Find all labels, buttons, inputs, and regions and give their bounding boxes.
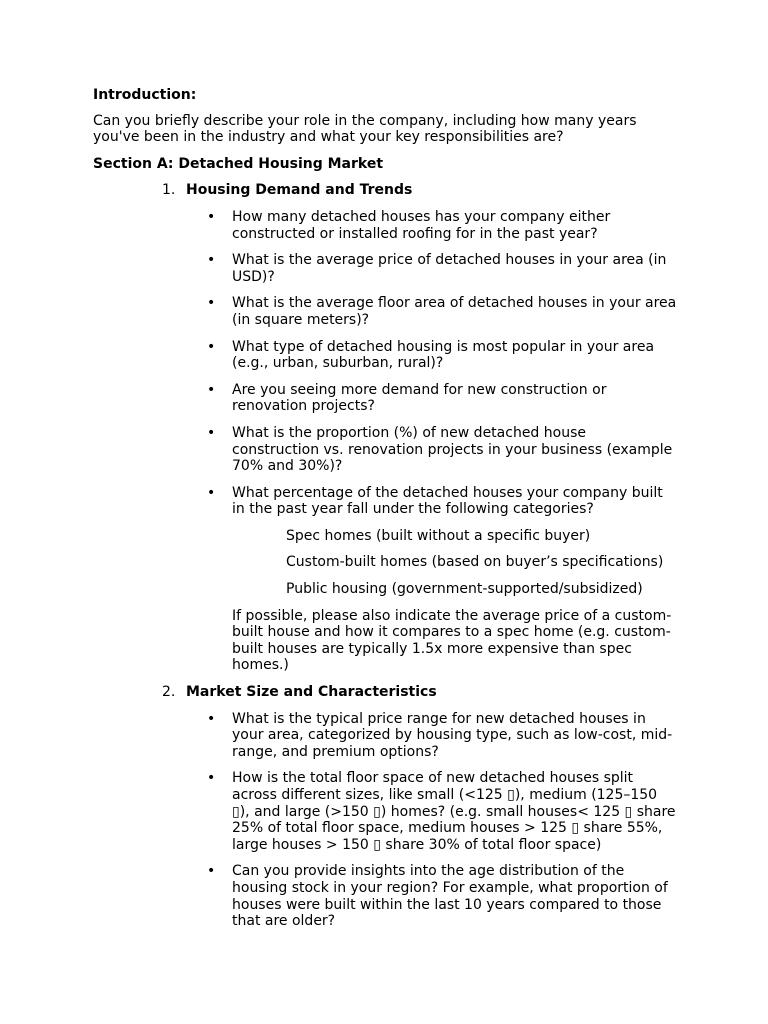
- bullet-icon: •: [207, 770, 216, 787]
- category-option-spec: Spec homes (built without a specific buyer): [286, 527, 591, 544]
- list-item: • What is the average price of detached houses in your area (in USD)?: [207, 252, 667, 285]
- list-number: 1.: [162, 182, 176, 199]
- question-list-1: [207, 208, 677, 518]
- category-option-public: Public housing (government-supported/subsidized): [286, 581, 643, 598]
- list-item: • Can you provide insights into the age distribution of the housing stock in your region? For example, what proportion of houses were built within the last 10 years compared to those that are older?: [207, 863, 668, 930]
- list-item: • How is the total floor space of new detached houses split across different sizes, like small (<125 ▯), medium (125–150 ▯), and large (>150 ▯) homes? (e.g. small houses< 125 ▯ share 25% of total floor space, medium houses > 125 ▯ share 55%, large houses > 150 ▯ share 30% of total floor space): [207, 770, 676, 853]
- list-item: • How many detached houses has your company either constructed or installed roofing for in the past year?: [207, 208, 611, 242]
- price-note: If possible, please also indicate the average price of a custom-built house and how it compares to a spec home (e.g. custom-built houses are typically 1.5x more expensive than spec homes.): [232, 607, 672, 674]
- question-list-2: [207, 710, 677, 930]
- document-page: [93, 87, 683, 940]
- bullet-icon: •: [207, 338, 216, 355]
- list-item: • What is the typical price range for new detached houses in your area, categorized by housing type, such as low-cost, mid-range, and premium options?: [207, 710, 673, 760]
- bullet-icon: •: [207, 484, 216, 501]
- group-title: Market Size and Characteristics: [186, 684, 437, 701]
- group-title: Housing Demand and Trends: [186, 182, 413, 199]
- intro-heading: Introduction:: [93, 87, 197, 103]
- bullet-icon: •: [207, 710, 216, 727]
- section-a-title: Section A: Detached Housing Market: [93, 155, 384, 172]
- intro-question: Can you briefly describe your role in the company, including how many years you've been in the industry and what your key responsibilities are?: [93, 112, 637, 146]
- bullet-icon: •: [207, 208, 216, 225]
- category-option-custom: Custom-built homes (based on buyer’s specifications): [286, 554, 664, 571]
- numbered-heading-2: [162, 684, 683, 701]
- bullet-icon: •: [207, 252, 216, 269]
- list-item: • What percentage of the detached houses your company built in the past year fall under the following categories?: [207, 484, 663, 518]
- bullet-icon: •: [207, 424, 216, 441]
- numbered-heading-1: [162, 182, 683, 199]
- bullet-icon: •: [207, 863, 216, 880]
- list-number: 2.: [162, 684, 176, 701]
- list-item: • What type of detached housing is most popular in your area (e.g., urban, suburban, rural)?: [207, 338, 655, 372]
- bullet-icon: •: [207, 295, 216, 312]
- list-item: • What is the average floor area of detached houses in your area (in square meters)?: [207, 295, 677, 328]
- list-item: • What is the proportion (%) of new detached house construction vs. renovation projects in your business (example 70% and 30%)?: [207, 424, 673, 475]
- list-item: • Are you seeing more demand for new construction or renovation projects?: [207, 381, 607, 415]
- bullet-icon: •: [207, 381, 216, 398]
